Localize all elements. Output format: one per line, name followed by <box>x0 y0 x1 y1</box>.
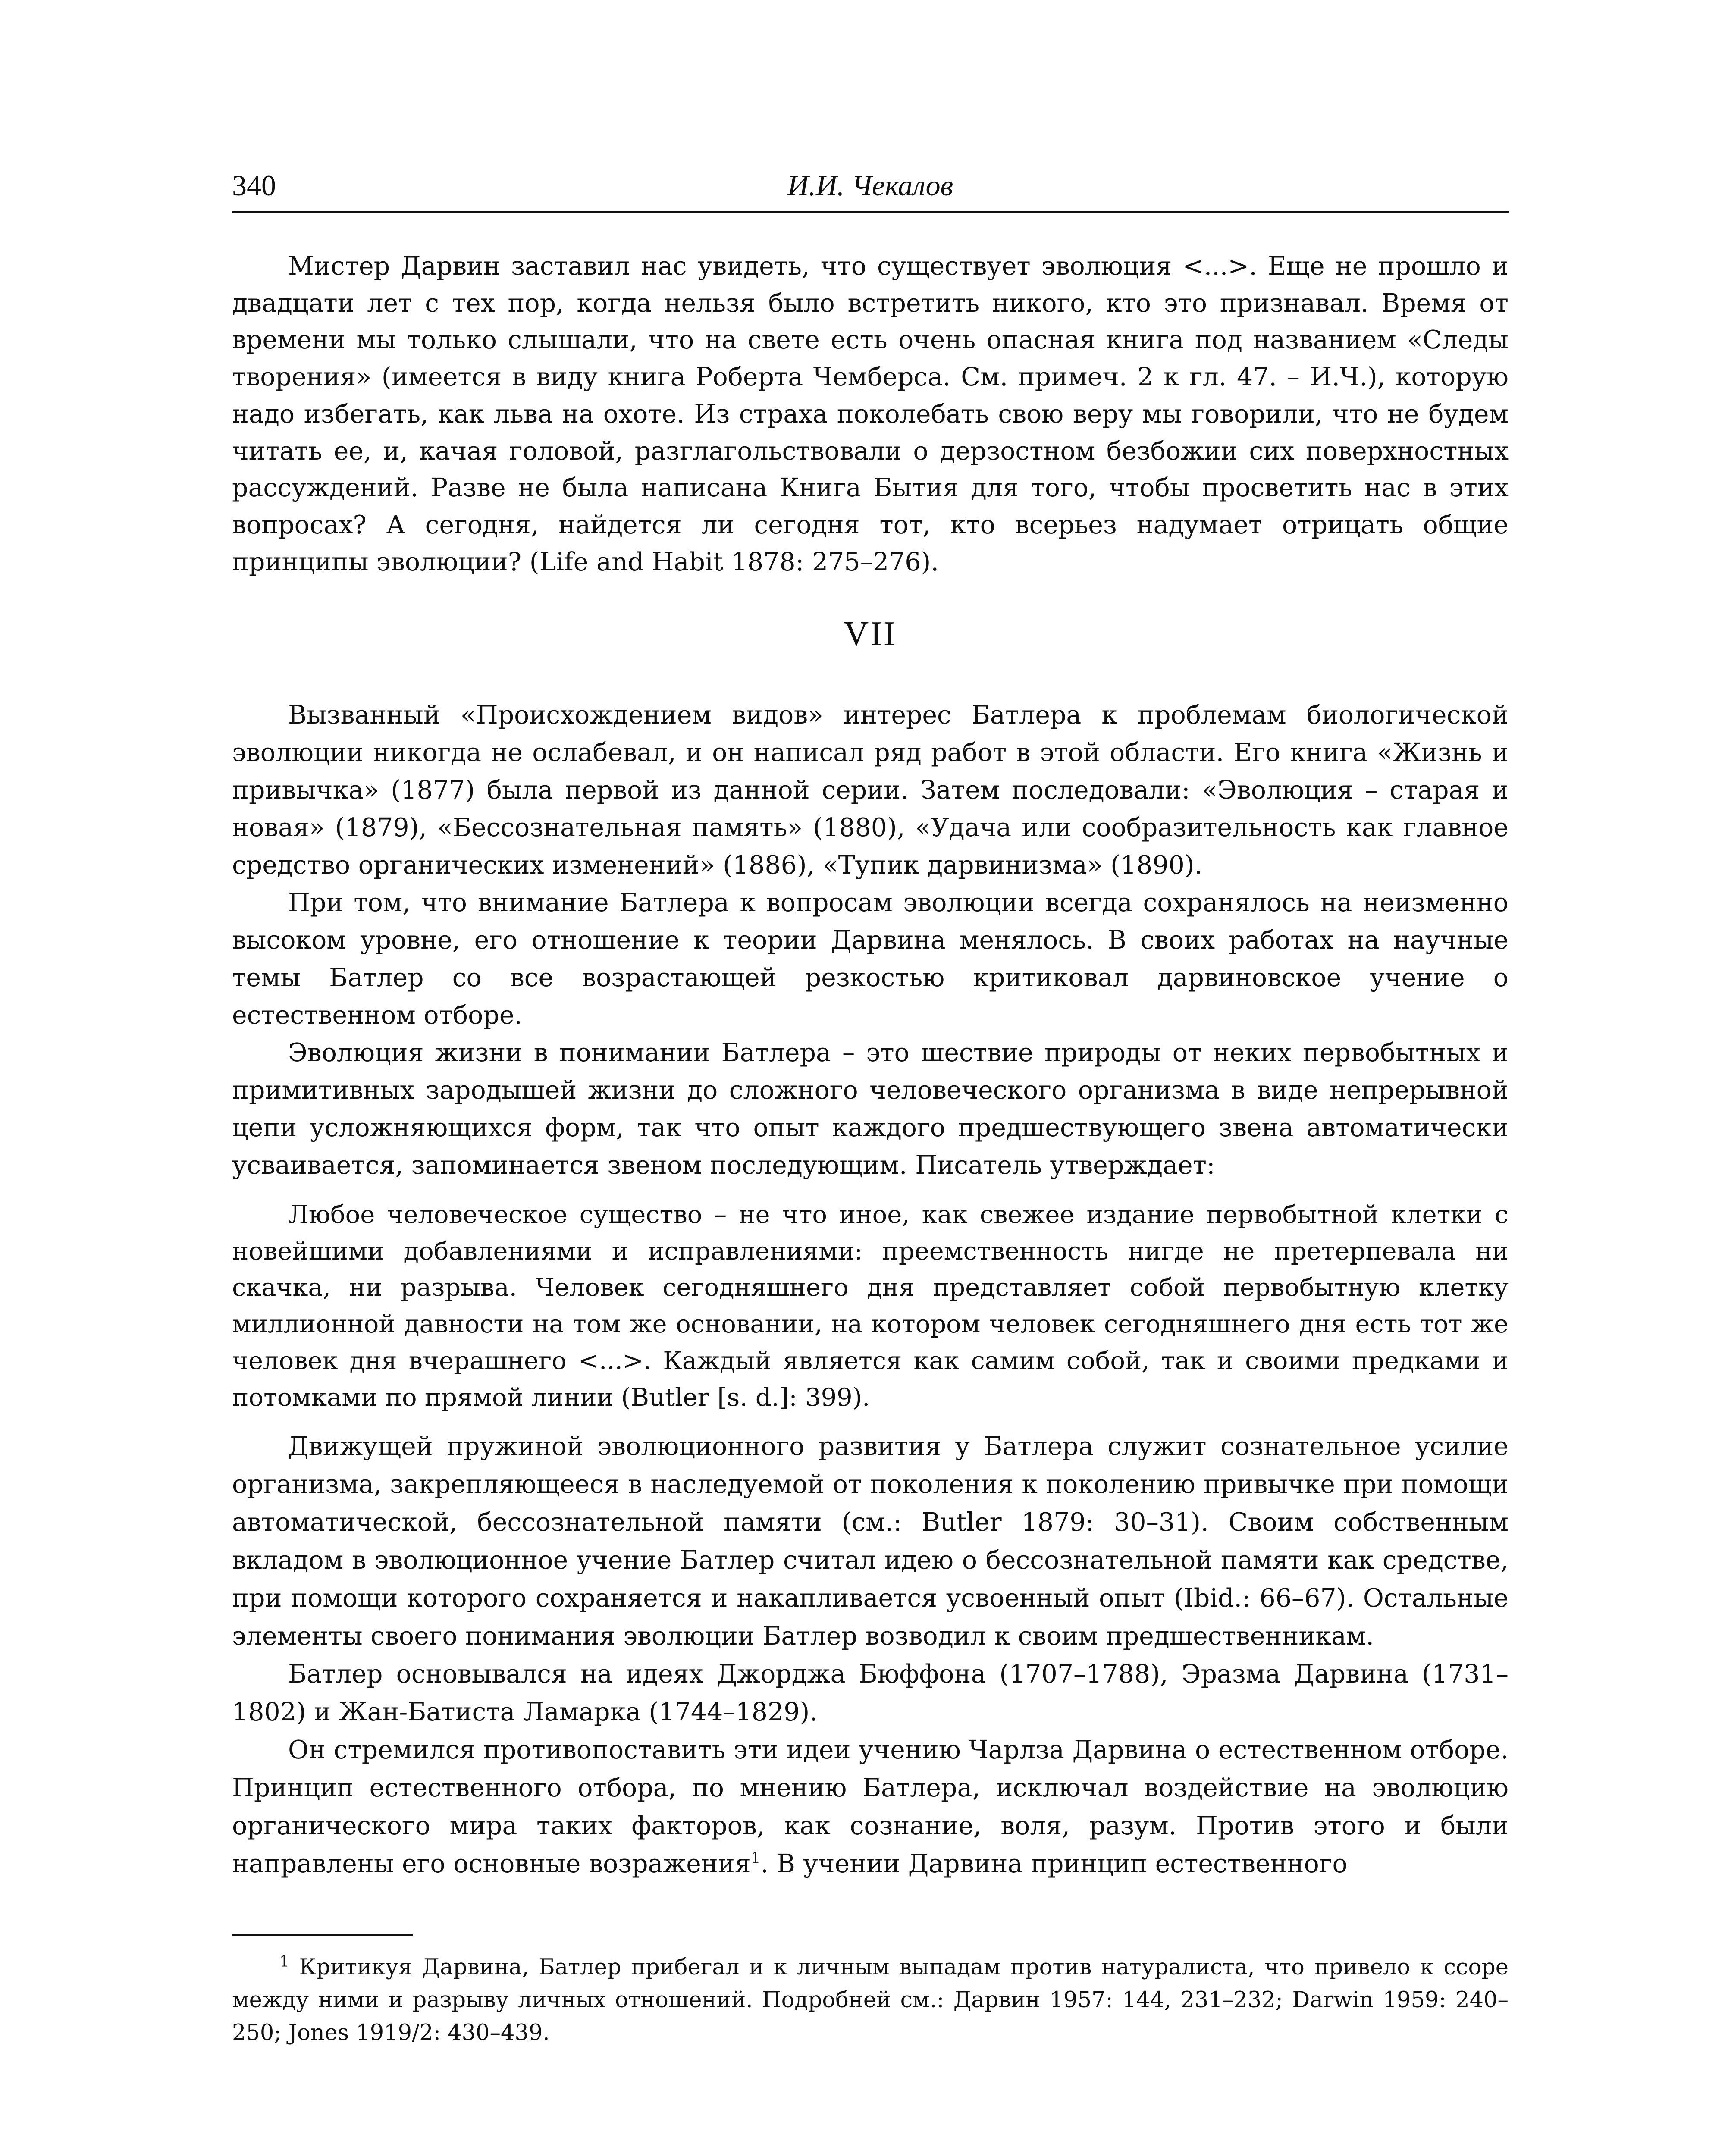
body-paragraph: Эволюция жизни в понимании Батлера – это шествие природы от неких первобытных и примитивных зародышей жизни до сложного человеческого организма в виде непрерывной цепи усложняющихся форм, так что опыт каждого предшествующего звена автоматически усваивается, запоминается звеном последующим. Писатель утверждает: <box>232 1038 1509 1180</box>
block-quote <box>232 1197 1509 1416</box>
body-paragraph: Батлер основывался на идеях Джорджа Бюффона (1707–1788), Эразма Дарвина (1731–1802) и Жан-Батиста Ламарка (1744–1829). <box>232 1659 1509 1727</box>
footnote-divider <box>232 1934 413 1936</box>
footnote <box>232 1951 1509 2049</box>
footnote-reference[interactable]: 1 <box>750 1849 761 1868</box>
body-paragraph: Движущей пружиной эволюционного развития у Батлера служит сознательное усилие организма, закрепляющееся в наследуемой от поколения к поколению привычке при помощи автоматической, бессознательной памяти (см.: Butler 1879: 30–31). Своим собственным вкладом в эволюционное учение Батлер считал идею о бессознательной памяти как средстве, при помощи которого сохраняется и накапливается усвоенный опыт (Ibid.: 66–67). Остальные элементы своего понимания эволюции Батлер возводил к своим предшественникам. <box>232 1432 1509 1651</box>
paragraph-text-continuation: . В учении Дарвина принцип естественного <box>760 1849 1348 1878</box>
block-quote <box>232 248 1509 580</box>
page-header <box>232 164 1509 213</box>
body-paragraph: Вызванный «Происхождением видов» интерес Батлера к проблемам биологической эволюции никогда не ослабевал, и он написал ряд работ в этой области. Его книга «Жизнь и привычка» (1877) была первой из данной серии. Затем последовали: «Эволюция – старая и новая» (1879), «Бессознательная память» (1880), «Удача или сообразительность как главное средство органических изменений» (1886), «Тупик дарвинизма» (1890). <box>232 700 1509 880</box>
body-paragraph <box>232 1731 1509 1883</box>
body-paragraphs <box>232 696 1509 1184</box>
section-heading: VII <box>844 615 897 653</box>
quote-paragraph: Любое человеческое существо – не что иное, как свежее издание первобытной клетки с новейшими добавлениями и исправлениями: преемственность нигде не претерпевала ни скачка, ни разрыва. Человек сегодняшнего дня представляет собой первобытную клетку миллионной давности на том же основании, на котором человек сегодняшнего дня есть тот же человек дня вчерашнего <...>. Каждый является как самим собой, так и своими предками и потомками по прямой линии (Butler [s. d.]: 399). <box>232 1200 1509 1412</box>
body-paragraphs <box>232 1427 1509 1883</box>
page-number: 340 <box>232 169 276 202</box>
footnote-marker: 1 <box>279 1953 289 1971</box>
quote-paragraph: Мистер Дарвин заставил нас увидеть, что существует эволюция <...>. Еще не прошло и двадцати лет с тех пор, когда нельзя было встретить никого, кто это признавал. Время от времени мы только слышали, что на свете есть очень опасная книга под названием «Следы творения» (имеется в виду книга Роберта Чемберса. См. примеч. 2 к гл. 47. – И.Ч.), которую надо избегать, как льва на охоте. Из страха поколебать свою веру мы говорили, что не будем читать ее, и, качая головой, разглагольствовали о дерзостном безбожии сих поверхностных рассуждений. Разве не была написана Книга Бытия для того, чтобы просветить нас в этих вопросах? А сегодня, найдется ли сегодня тот, кто всерьез надумает отрицать общие принципы эволюции? (Life and Habit 1878: 275–276). <box>232 251 1509 577</box>
paragraph-text: Он стремился противопоставить эти идеи учению Чарлза Дарвина о естественном отборе. Принцип естественного отбора, по мнению Батлера, исключал воздействие на эволюцию органического мира таких факторов, как сознание, воля, разум. Против этого и были направлены его основные возражения <box>232 1735 1509 1878</box>
running-head: И.И. Чекалов <box>787 169 953 202</box>
footnote-text: Критикуя Дарвина, Батлер прибегал и к личным выпадам против натуралиста, что привело к ссоре между ними и разрыву личных отношений. Подробней см.: Дарвин 1957: 144, 231–232; Darwin 1959: 240–250; Jones 1919/2: 430–439. <box>232 1955 1509 2046</box>
body-paragraph: При том, что внимание Батлера к вопросам эволюции всегда сохранялось на неизменно высоком уровне, его отношение к теории Дарвина менялось. В своих работах на научные темы Батлер со все возрастающей резкостью критиковал дарвиновское учение о естественном отборе. <box>232 888 1509 1030</box>
